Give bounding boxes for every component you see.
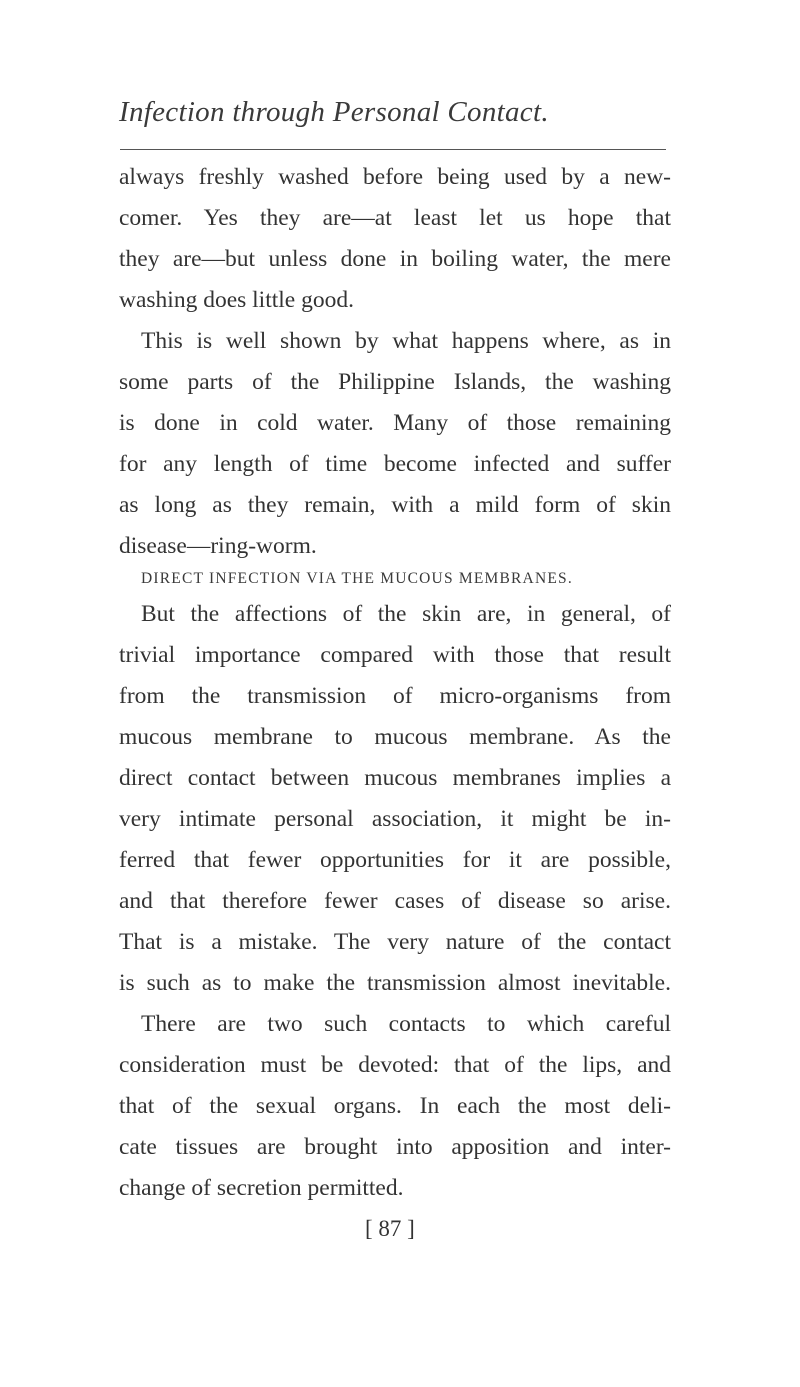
- text-line: This is well shown by what happens where, as in: [141, 328, 671, 354]
- text-line: That is a mistake. The very nature of the contact: [119, 929, 671, 955]
- section-heading: DIRECT INFECTION VIA THE MUCOUS MEMBRANES.: [141, 570, 573, 587]
- text-line: is done in cold water. Many of those remaining: [119, 410, 671, 436]
- text-line: for any length of time become infected and suffer: [119, 451, 671, 477]
- text-line: comer. Yes they are—at least let us hope that: [119, 205, 671, 231]
- text-line: very intimate personal association, it might be in-: [119, 806, 671, 832]
- text-line: that of the sexual organs. In each the most deli-: [119, 1093, 671, 1119]
- text-line: There are two such contacts to which careful: [141, 1011, 671, 1037]
- text-line: mucous membrane to mucous membrane. As the: [119, 724, 671, 750]
- text-line: as long as they remain, with a mild form of skin: [119, 492, 671, 518]
- text-line: is such as to make the transmission almost inevitable.: [119, 970, 671, 996]
- header-rule: [120, 149, 666, 150]
- text-line: cate tissues are brought into apposition and inter-: [119, 1134, 671, 1160]
- text-line: trivial importance compared with those that result: [119, 642, 671, 668]
- text-line: change of secretion permitted.: [119, 1175, 404, 1201]
- text-line: and that therefore fewer cases of disease so arise.: [119, 888, 671, 914]
- text-line: they are—but unless done in boiling water, the mere: [119, 246, 671, 272]
- page-number: [ 87 ]: [365, 1216, 415, 1241]
- text-line: some parts of the Philippine Islands, the washing: [119, 369, 671, 395]
- running-head: Infection through Personal Contact.: [119, 96, 549, 128]
- text-line: disease—ring-worm.: [119, 533, 317, 559]
- text-line: always freshly washed before being used by a new-: [119, 164, 671, 190]
- text-line: direct contact between mucous membranes implies a: [119, 765, 671, 791]
- text-line: washing does little good.: [119, 287, 354, 313]
- text-line: consideration must be devoted: that of the lips, and: [119, 1052, 671, 1078]
- text-line: ferred that fewer opportunities for it are possible,: [119, 847, 671, 873]
- text-line: from the transmission of micro-organisms from: [119, 683, 671, 709]
- text-line: But the affections of the skin are, in general, of: [141, 601, 671, 627]
